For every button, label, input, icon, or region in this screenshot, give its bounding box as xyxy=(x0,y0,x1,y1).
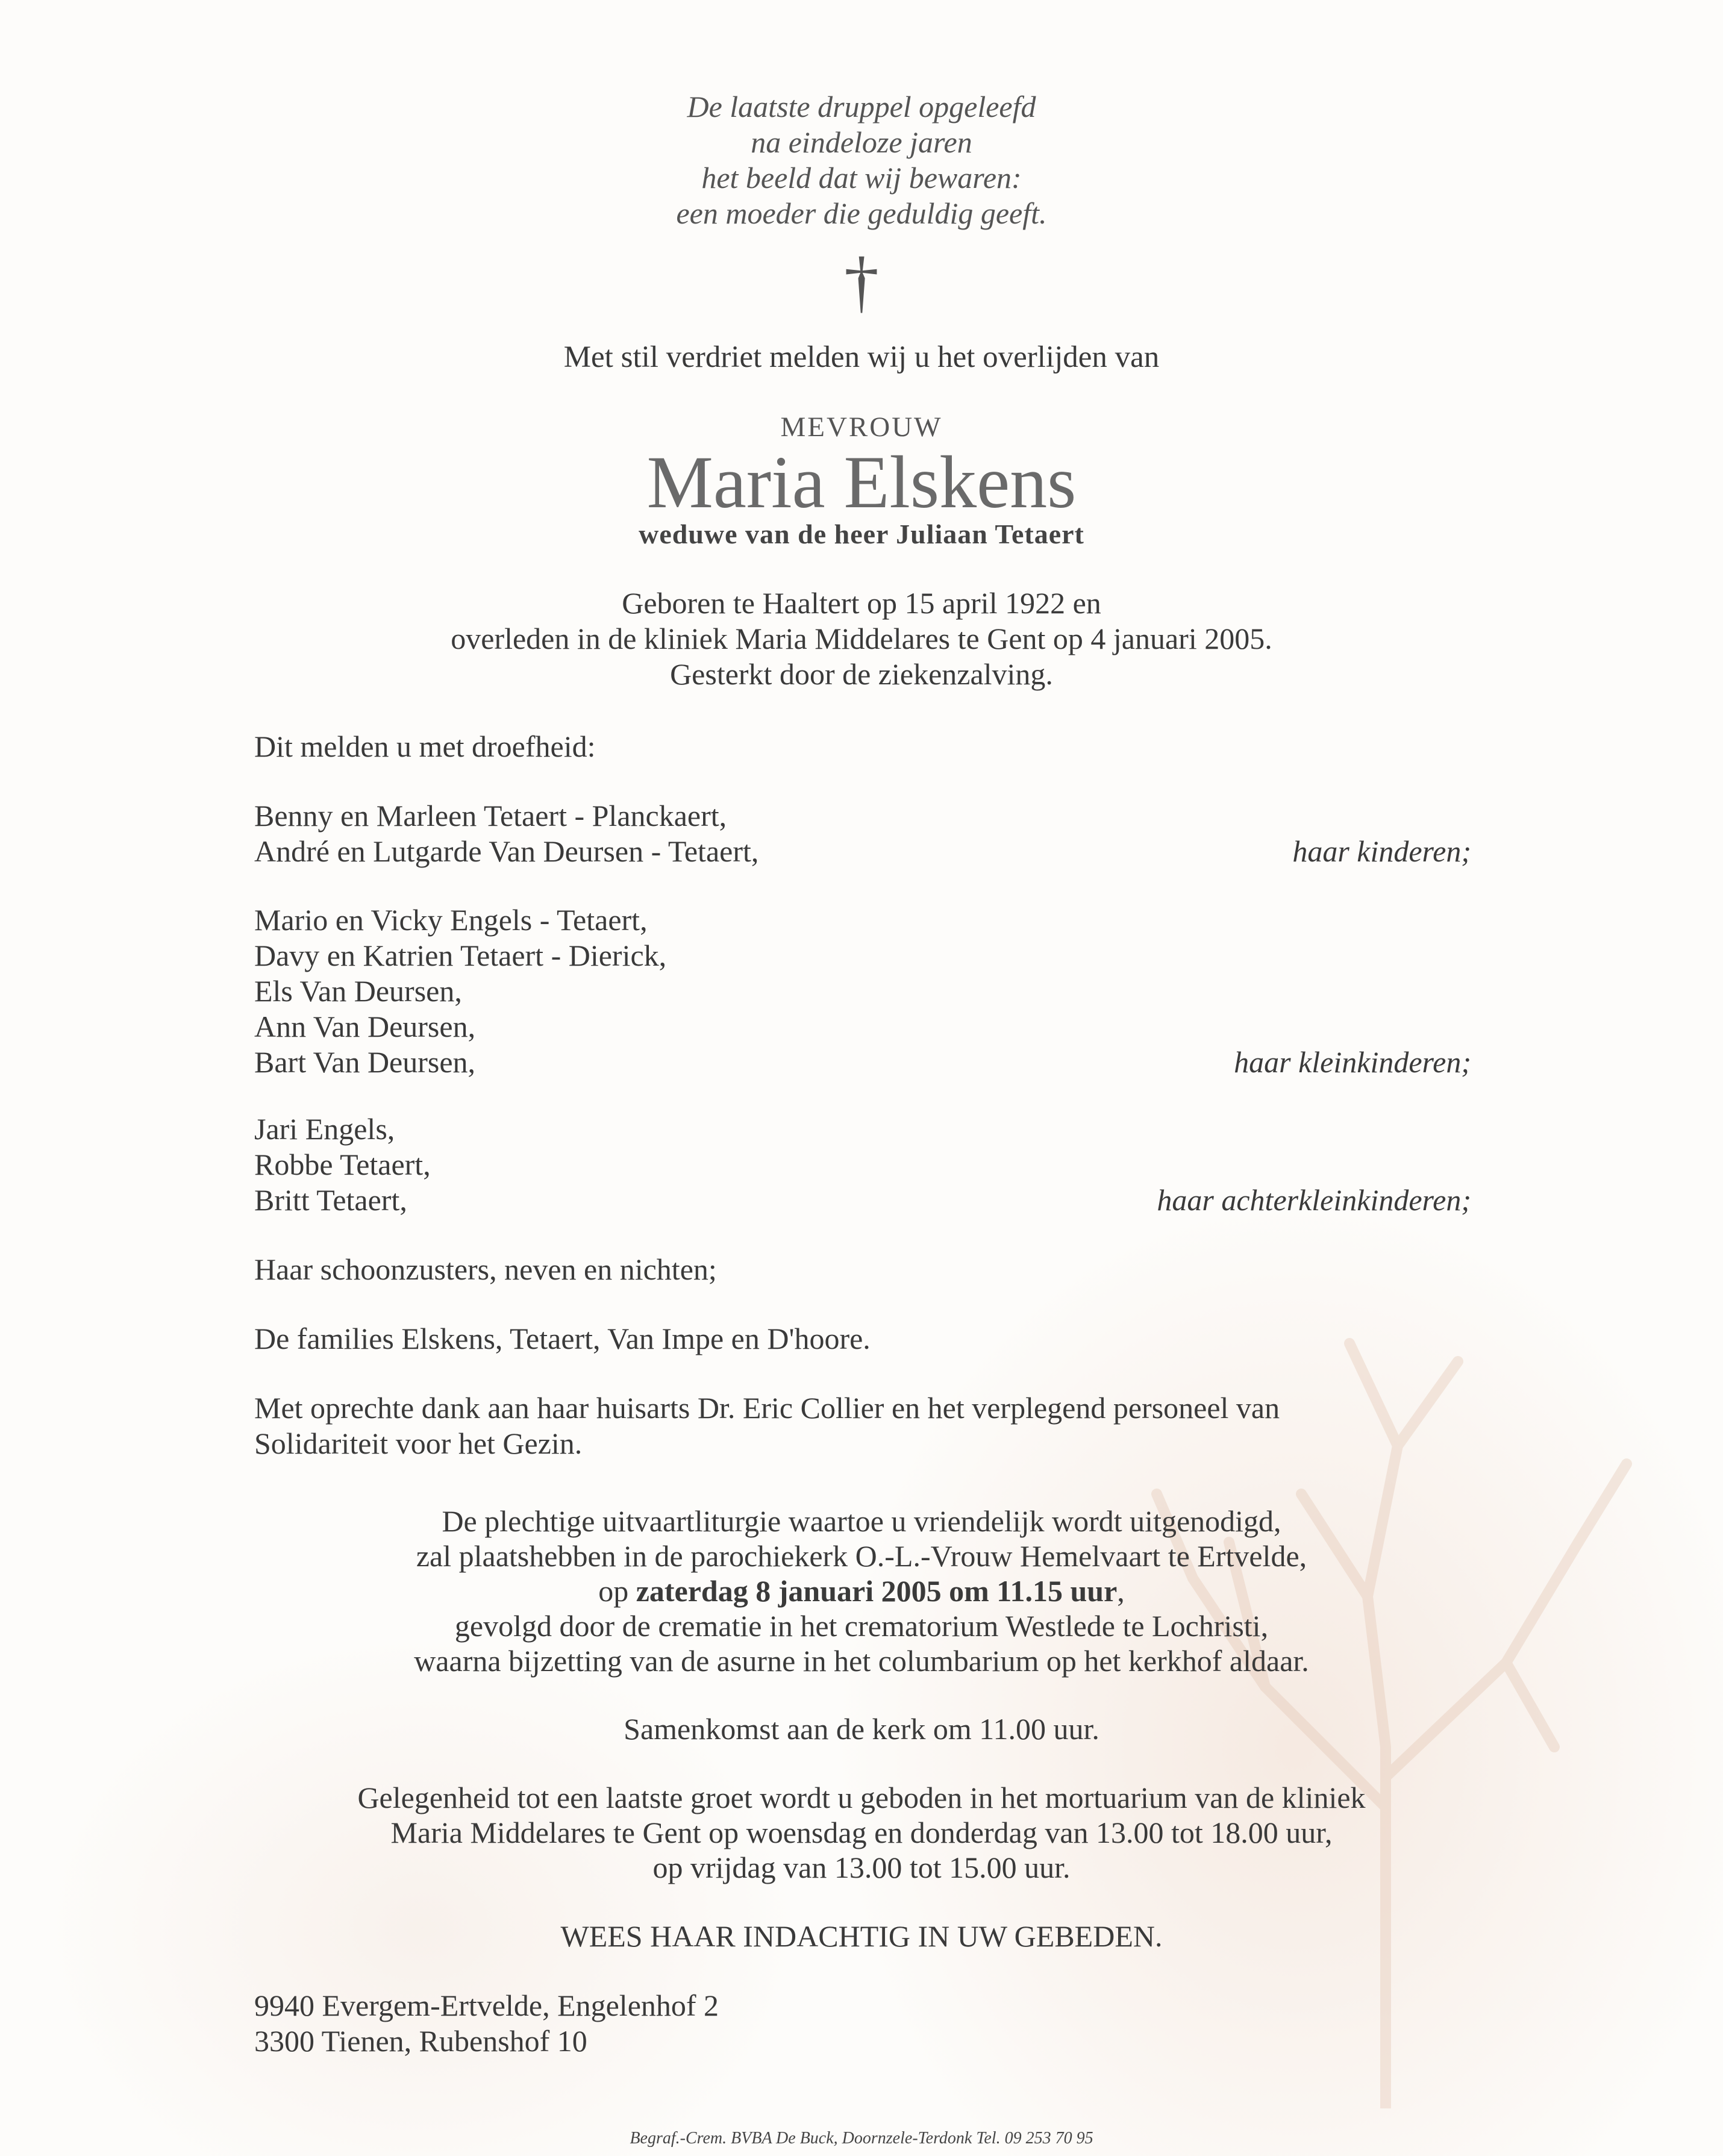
address-line: 9940 Evergem-Ertvelde, Engelenhof 2 xyxy=(254,1989,719,2022)
relation-label: haar kleinkinderen; xyxy=(1234,1045,1471,1079)
poem-line: na eindeloze jaren xyxy=(751,125,972,159)
list-item xyxy=(254,1183,1471,1218)
list-item xyxy=(254,834,1471,869)
meeting-info: Samenkomst aan de kerk om 11.00 uur. xyxy=(624,1712,1099,1746)
funeral-date: zaterdag 8 januari 2005 om 11.15 uur xyxy=(636,1574,1118,1608)
list-item xyxy=(254,973,1471,1009)
great-grandchildren-section xyxy=(254,1111,1471,1218)
list-item xyxy=(254,1009,1471,1045)
thanks-line: Met oprechte dank aan haar huisarts Dr. Eric Collier en het verplegend personeel van xyxy=(254,1391,1280,1425)
great-grandchild-name: Jari Engels, xyxy=(254,1112,395,1146)
grandchildren-section xyxy=(254,902,1471,1080)
child-name: Benny en Marleen Tetaert - Planckaert, xyxy=(254,799,727,833)
honorific: MEVROUW xyxy=(780,411,943,443)
grandchild-name: Bart Van Deursen, xyxy=(254,1045,476,1079)
announcement: Met stil verdriet melden wij u het overlijden van xyxy=(563,340,1160,374)
great-grandchild-name: Britt Tetaert, xyxy=(254,1183,407,1217)
funeral-line: zal plaatshebben in de parochiekerk O.-L.-Vrouw Hemelvaart te Ertvelde, xyxy=(416,1539,1307,1573)
viewing-line: Gelegenheid tot een laatste groet wordt u geboden in het mortuarium van de kliniek xyxy=(357,1781,1366,1814)
families: De families Elskens, Tetaert, Van Impe en D'hoore. xyxy=(254,1322,871,1355)
thanks-line: Solidariteit voor het Gezin. xyxy=(254,1426,583,1460)
list-item xyxy=(254,1111,1471,1147)
viewing-info xyxy=(0,1780,1723,1885)
addresses xyxy=(254,1988,1471,2059)
relation-label: haar achterkleinkinderen; xyxy=(1157,1183,1471,1217)
poem xyxy=(0,89,1723,231)
birth-death-info xyxy=(0,586,1723,692)
funeral-line: waarna bijzetting van de asurne in het columbarium op het kerkhof aldaar. xyxy=(414,1644,1309,1678)
funeral-line: gevolgd door de crematie in het crematorium Westlede te Lochristi, xyxy=(454,1609,1269,1643)
viewing-line: op vrijdag van 13.00 tot 15.00 uur. xyxy=(652,1851,1071,1884)
grandchild-name: Mario en Vicky Engels - Tetaert, xyxy=(254,903,648,937)
birth-death-line: Gesterkt door de ziekenzalving. xyxy=(670,657,1053,691)
address-line: 3300 Tienen, Rubenshof 10 xyxy=(254,2024,587,2058)
poem-line: het beeld dat wij bewaren: xyxy=(701,161,1022,195)
children-section xyxy=(254,798,1471,869)
great-grandchild-name: Robbe Tetaert, xyxy=(254,1148,431,1181)
list-item xyxy=(254,902,1471,938)
relation-label: haar kinderen; xyxy=(1292,834,1471,868)
funeral-home-footer: Begraf.-Crem. BVBA De Buck, Doornzele-Terdonk Tel. 09 253 70 95 xyxy=(630,2129,1093,2148)
funeral-date-suffix: , xyxy=(1117,1574,1125,1608)
birth-death-line: Geboren te Haaltert op 15 april 1922 en xyxy=(622,586,1101,620)
grandchild-name: Davy en Katrien Tetaert - Dierick, xyxy=(254,939,667,972)
widow-of: weduwe van de heer Juliaan Tetaert xyxy=(639,519,1084,549)
deceased-name: Maria Elskens xyxy=(646,441,1077,523)
funeral-details xyxy=(0,1504,1723,1678)
viewing-line: Maria Middelares te Gent op woensdag en donderdag van 13.00 tot 18.00 uur, xyxy=(390,1816,1333,1849)
poem-line: een moeder die geduldig geeft. xyxy=(676,196,1047,230)
in-laws: Haar schoonzusters, neven en nichten; xyxy=(254,1252,717,1286)
grandchild-name: Ann Van Deursen, xyxy=(254,1010,476,1043)
thanks xyxy=(254,1390,1471,1461)
birth-death-line: overleden in de kliniek Maria Middelares te Gent op 4 januari 2005. xyxy=(451,622,1272,655)
intro: Dit melden u met droefheid: xyxy=(254,730,596,763)
list-item xyxy=(254,938,1471,973)
funeral-date-prefix: op xyxy=(598,1574,636,1608)
grandchild-name: Els Van Deursen, xyxy=(254,974,462,1008)
poem-line: De laatste druppel opgeleefd xyxy=(687,90,1036,123)
funeral-date-line xyxy=(0,1573,1723,1608)
funeral-line: De plechtige uitvaartliturgie waartoe u vriendelijk wordt uitgenodigd, xyxy=(442,1504,1281,1538)
cross-icon: † xyxy=(844,243,879,320)
list-item xyxy=(254,1045,1471,1080)
prayer-request: WEES HAAR INDACHTIG IN UW GEBEDEN. xyxy=(560,1919,1163,1953)
list-item xyxy=(254,798,1471,834)
list-item xyxy=(254,1147,1471,1183)
child-name: André en Lutgarde Van Deursen - Tetaert, xyxy=(254,834,759,868)
